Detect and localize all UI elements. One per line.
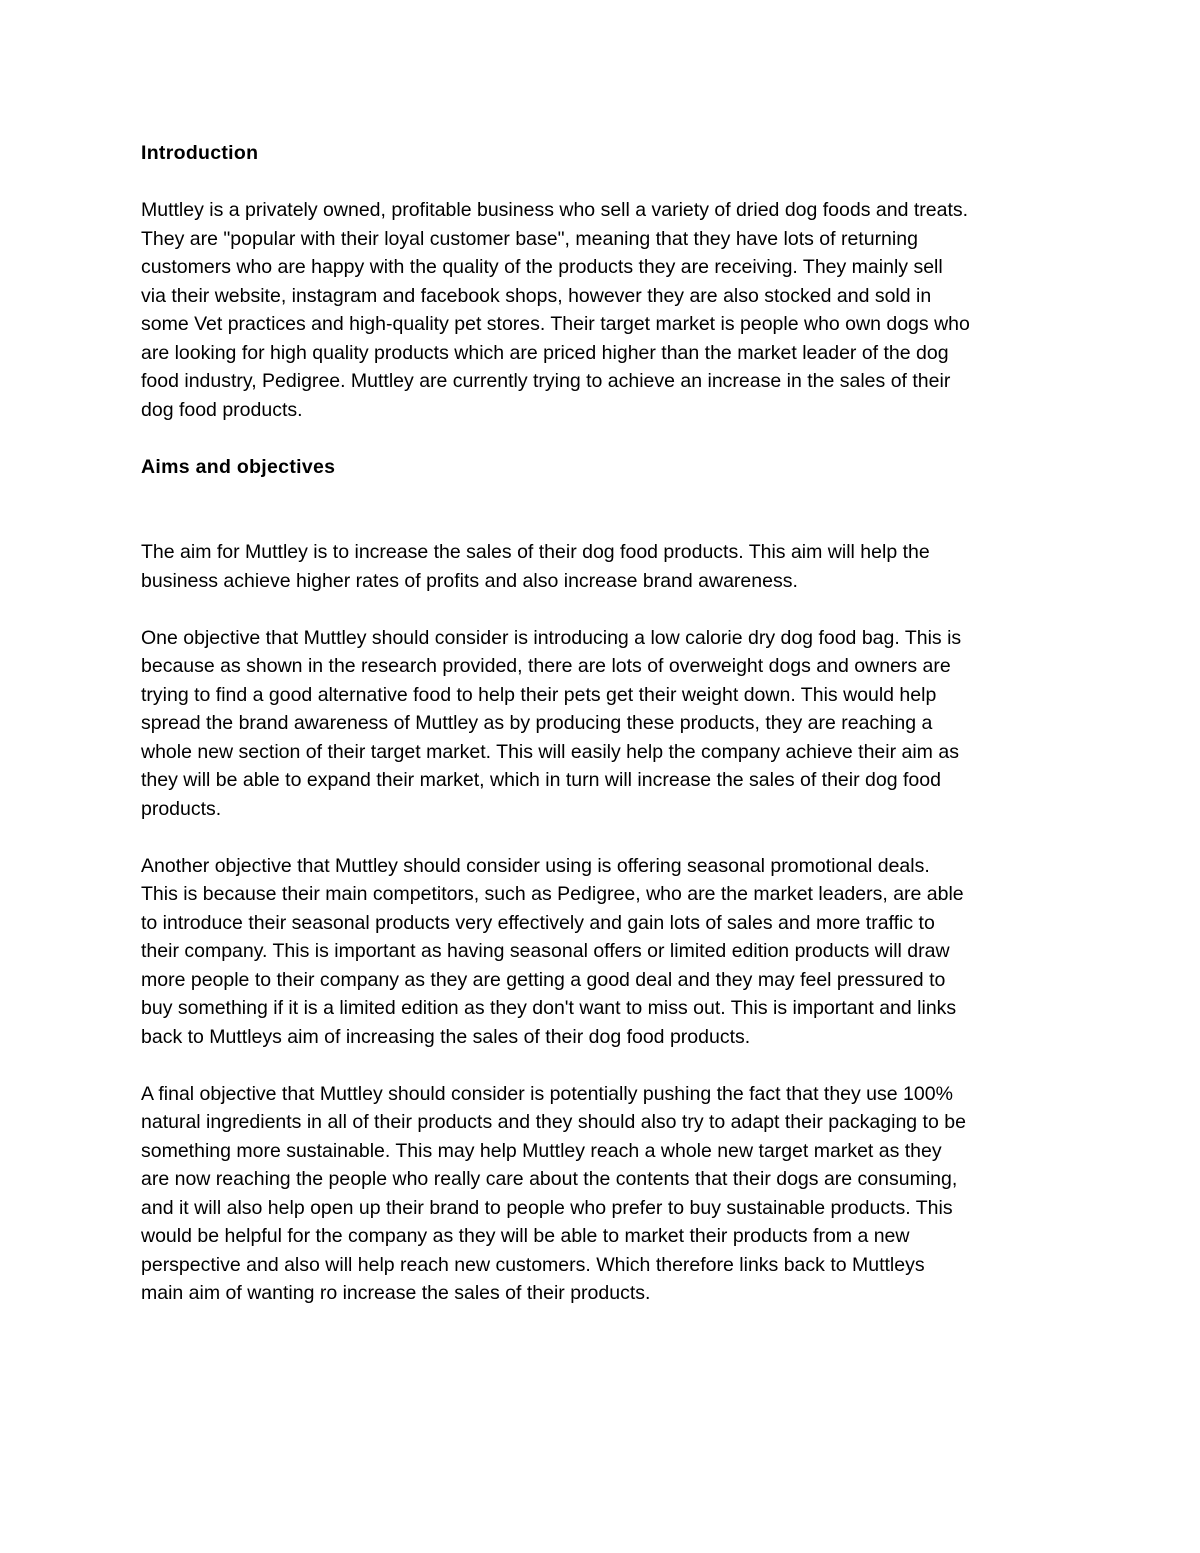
text-line: some Vet practices and high-quality pet stores. Their target market is people who own dogs who [141, 313, 970, 335]
text-line: food industry, Pedigree. Muttley are currently trying to achieve an increase in the sales of their [141, 370, 951, 392]
text-line: trying to find a good alternative food to help their pets get their weight down. This would help [141, 683, 937, 706]
objective-1-paragraph [141, 624, 1066, 824]
text-line: would be helpful for the company as they will be able to market their products from a new [141, 1225, 910, 1247]
text-line: more people to their company as they are getting a good deal and they may feel pressured to [141, 968, 946, 991]
text-line: are now reaching the people who really care about the contents that their dogs are consuming, [141, 1168, 958, 1190]
spacer [141, 424, 1066, 453]
text-line: natural ingredients in all of their products and they should also try to adapt their packaging to be [141, 1111, 966, 1133]
document-page [141, 139, 1066, 1308]
text-line: they will be able to expand their market, which in turn will increase the sales of their dog food [141, 769, 941, 791]
text-line: because as shown in the research provided, there are lots of overweight dogs and owners are [141, 655, 951, 677]
text-line: to introduce their seasonal products very effectively and gain lots of sales and more traffic to [141, 911, 935, 934]
text-line: main aim of wanting ro increase the sales of their products. [141, 1282, 651, 1304]
objective-2-paragraph [141, 852, 1066, 1052]
text-line: business achieve higher rates of profits and also increase brand awareness. [141, 569, 798, 592]
text-line: and it will also help open up their brand to people who prefer to buy sustainable products. This [141, 1196, 953, 1219]
aim-paragraph [141, 538, 1066, 595]
text-line: are looking for high quality products which are priced higher than the market leader of the dog [141, 341, 949, 364]
text-line: something more sustainable. This may help Muttley reach a whole new target market as they [141, 1139, 942, 1162]
spacer [141, 595, 1066, 624]
objective-3-paragraph [141, 1080, 1066, 1308]
text-line: customers who are happy with the quality of the products they are receiving. They mainly sell [141, 256, 943, 278]
text-line: spread the brand awareness of Muttley as by producing these products, they are reaching a [141, 712, 933, 734]
text-line: via their website, instagram and facebook shops, however they are also stocked and sold in [141, 284, 932, 307]
text-line: buy something if it is a limited edition as they don't want to miss out. This is important and links [141, 997, 957, 1019]
spacer [141, 1051, 1066, 1080]
text-line: dog food products. [141, 398, 303, 421]
text-line: back to Muttleys aim of increasing the sales of their dog food products. [141, 1025, 751, 1048]
text-line: whole new section of their target market. This will easily help the company achieve their aim as [141, 740, 959, 763]
aims-heading: Aims and objectives [141, 455, 336, 478]
intro-paragraph [141, 196, 1066, 424]
text-line: One objective that Muttley should consider is introducing a low calorie dry dog food bag. This is [141, 626, 962, 649]
spacer [141, 481, 1066, 538]
text-line: A final objective that Muttley should consider is potentially pushing the fact that they use 100% [141, 1082, 953, 1105]
text-line: The aim for Muttley is to increase the sales of their dog food products. This aim will help the [141, 541, 930, 563]
text-line: They are "popular with their loyal customer base", meaning that they have lots of returning [141, 227, 918, 250]
spacer [141, 823, 1066, 852]
text-line: their company. This is important as having seasonal offers or limited edition products will draw [141, 940, 950, 962]
text-line: This is because their main competitors, such as Pedigree, who are the market leaders, are able [141, 883, 964, 905]
text-line: products. [141, 797, 222, 820]
text-line: Muttley is a privately owned, profitable business who sell a variety of dried dog foods and treats. [141, 199, 969, 221]
intro-heading: Introduction [141, 142, 259, 164]
text-line: Another objective that Muttley should consider using is offering seasonal promotional deals. [141, 854, 930, 877]
spacer [141, 168, 1066, 197]
text-line: perspective and also will help reach new customers. Which therefore links back to Muttleys [141, 1253, 925, 1276]
